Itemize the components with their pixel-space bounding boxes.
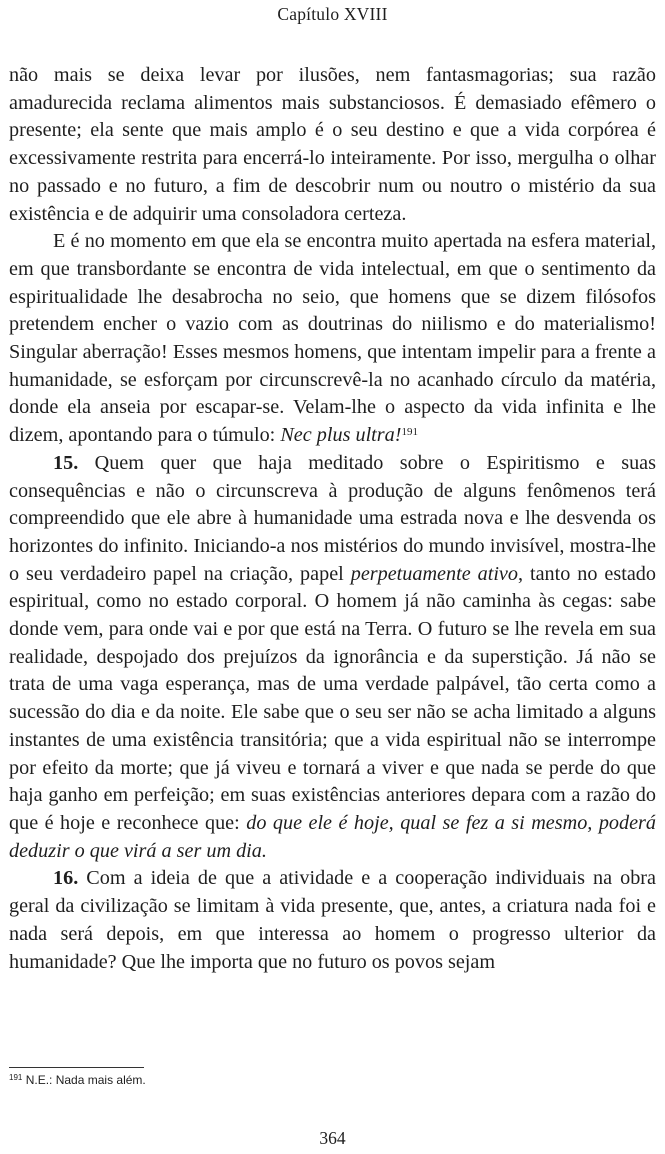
- paragraph-15-italic-b: do que ele é hoje, qual se fez a si mesmo, poderá deduzir o que virá a ser um dia.: [9, 811, 657, 862]
- paragraph-16-text: Com a ideia de que a atividade e a cooperação individuais na obra geral da civilização se limitam à vida presente, que, antes, a criatura nada foi e nada será depois, em que interessa ao homem o progresso ulterior da humanidade? Que lhe importa que no futuro os povos sejam: [9, 867, 656, 973]
- paragraph-2: [9, 228, 656, 450]
- chapter-header: Capítulo XVIII: [277, 4, 388, 24]
- footnote-reference[interactable]: 191: [401, 426, 418, 439]
- paragraph-16: [9, 865, 656, 976]
- paragraph-1: não mais se deixa levar por ilusões, nem fantasmagorias; sua razão amadurecida reclama alimentos mais substanciosos. É demasiado efêmero o presente; ela sente que mais amplo é o seu destino e que a vida corpórea é excessivamente restrita para encerrá-lo inteiramente. Por isso, mergulha o olhar no passado e no futuro, a fim de descobrir num ou noutro o mistério da sua existência e de adquirir uma consoladora certeza.: [9, 64, 656, 225]
- paragraph-16-number: 16.: [53, 867, 79, 890]
- paragraph-2-text: E é no momento em que ela se encontra muito apertada na esfera material, em que transbordante se encontra de vida intelectual, em que o sentimento da espiritualidade lhe desabrocha no seio, que homens que se dizem filósofos pretendem encher o vazio com as doutrinas do niilismo e do materialismo! Singular aberração! Esses mesmos homens, que intentam impelir para a frente a humanidade, se esforçam por circunscrevê-la no acanhado círculo da matéria, donde ela anseia por escapar-se. Velam-lhe o aspecto da vida infinita e lhe dizem, apontando para o túmulo:: [9, 230, 656, 447]
- paragraph-15-text-b: , tanto no estado espiritual, como no estado corporal. O homem já não caminha às cegas: sabe donde vem, para onde vai e por que está na Terra. O futuro se lhe revela em sua realidade, despojado dos prejuízos da ignorância e da superstição. Já não se trata de uma vaga esperança, mas de uma verdade palpável, tão certa como a sucessão do dia e da noite. Ele sabe que o seu ser não se acha limitado a alguns instantes de uma existência transitória; que a vida espiritual não se interrompe por efeito da morte; que já viveu e tornará a viver e que nada se perde do que haja ganho em perfeição; em suas existências anteriores depara com a razão do que é hoje e reconhece que:: [9, 562, 656, 834]
- footnote: [9, 1072, 649, 1088]
- footnote-divider: [9, 1067, 144, 1068]
- paragraph-2-italic: Nec plus ultra!: [280, 424, 402, 447]
- paragraph-15-number: 15.: [53, 451, 79, 474]
- page-number: 364: [319, 1128, 346, 1148]
- footnote-number: 191: [9, 1073, 23, 1082]
- body-text: [9, 62, 656, 976]
- paragraph-15: [9, 450, 656, 866]
- paragraph-15-text-a: Quem quer que haja meditado sobre o Espiritismo e suas consequências e não o circunscreva à produção de alguns fenômenos terá compreendido que ele abre à humanidade uma estrada nova e lhe desvenda os horizontes do infinito. Iniciando-a nos mistérios do mundo invisível, mostra-lhe o seu verdadeiro papel na criação, papel: [9, 451, 656, 585]
- paragraph-15-italic-a: perpetuamente ativo: [350, 562, 518, 585]
- footnote-text: N.E.: Nada mais além.: [25, 1073, 146, 1087]
